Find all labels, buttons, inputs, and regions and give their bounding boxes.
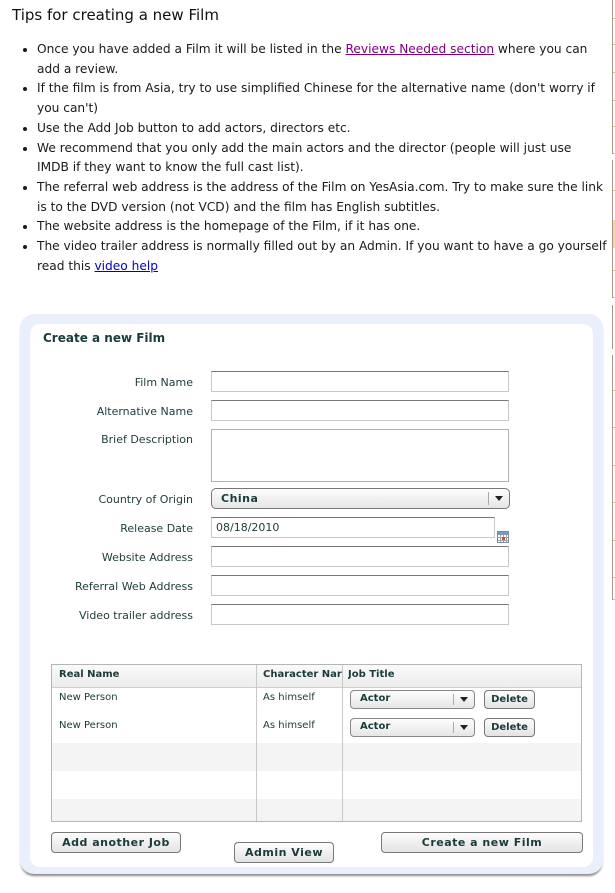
tips-list xyxy=(20,40,607,276)
referral-web-address-input[interactable] xyxy=(211,575,509,596)
empty-row xyxy=(52,771,581,799)
delete-job-button[interactable]: Delete xyxy=(484,690,535,709)
table-row xyxy=(52,687,581,715)
tip-text: where you can add a review. xyxy=(37,42,588,76)
website-address-label: Website Address xyxy=(101,551,193,564)
create-new-film-button[interactable]: Create a new Film xyxy=(381,832,583,853)
tip-item: • If the film is from Asia, try to use simplified Chinese for the alternative name (don't worry if you can't) xyxy=(37,79,607,118)
job-title-value: Actor xyxy=(360,693,391,704)
chevron-down-icon[interactable] xyxy=(495,496,503,501)
country-of-origin-select[interactable] xyxy=(211,488,510,509)
brief-description-input[interactable] xyxy=(211,429,509,482)
delete-job-button[interactable]: Delete xyxy=(484,718,535,737)
video-help-link[interactable]: video help xyxy=(94,258,158,273)
tip-item: • The referral web address is the address of the Film on YesAsia.com. Try to make sure the link is to the DVD version (not VCD) and the film has English subtitles. xyxy=(37,178,607,217)
jobs-grid-header xyxy=(52,665,581,688)
chevron-down-icon[interactable] xyxy=(460,697,468,702)
real-name-cell[interactable]: New Person xyxy=(59,692,118,703)
job-title-value: Actor xyxy=(360,721,391,732)
select-divider xyxy=(453,722,454,733)
job-title-select[interactable] xyxy=(350,718,475,737)
form-title: Create a new Film xyxy=(43,331,166,345)
tip-item: • We recommend that you only add the main actors and the director (people will just use IMDB if they want to know the full cast list). xyxy=(37,139,607,178)
empty-row xyxy=(52,743,581,771)
chevron-down-icon[interactable] xyxy=(460,725,468,730)
add-another-job-button[interactable]: Add another Job xyxy=(51,832,181,853)
tip-item: • The website address is the homepage of the Film, if it has one. xyxy=(37,217,607,237)
tip-item xyxy=(37,40,607,79)
website-address-input[interactable] xyxy=(211,546,509,567)
column-header-real-name[interactable]: Real Name xyxy=(59,669,120,680)
column-header-job-title[interactable]: Job Title xyxy=(348,669,395,680)
admin-view-button[interactable]: Admin View xyxy=(234,842,334,863)
page-title: Tips for creating a new Film xyxy=(12,6,219,24)
select-divider xyxy=(453,694,454,705)
calendar-icon[interactable] xyxy=(497,531,509,543)
release-date-input[interactable] xyxy=(211,517,495,538)
release-date-label: Release Date xyxy=(120,522,193,535)
empty-row xyxy=(52,799,581,822)
referral-web-address-label: Referral Web Address xyxy=(75,580,193,593)
alternative-name-input[interactable] xyxy=(211,400,509,421)
column-header-character-name[interactable]: Character Nar xyxy=(263,669,342,680)
reviews-needed-link[interactable]: Reviews Needed section xyxy=(345,42,495,56)
tip-text: The video trailer address is normally filled out by an Admin. If you want to have a go yourself read this xyxy=(37,239,607,273)
jobs-grid xyxy=(51,664,582,822)
table-row xyxy=(52,715,581,743)
film-name-input[interactable] xyxy=(211,371,509,392)
create-film-panel xyxy=(20,314,603,874)
job-title-select[interactable] xyxy=(350,690,475,709)
brief-description-label: Brief Description xyxy=(101,433,193,446)
film-name-label: Film Name xyxy=(134,376,193,389)
select-divider xyxy=(488,492,489,505)
alternative-name-label: Alternative Name xyxy=(96,405,193,418)
create-film-form xyxy=(30,324,593,867)
character-name-cell[interactable]: As himself xyxy=(263,692,315,703)
tip-item xyxy=(37,237,607,276)
video-trailer-address-input[interactable] xyxy=(211,604,509,625)
country-of-origin-value: China xyxy=(221,492,259,505)
character-name-cell[interactable]: As himself xyxy=(263,720,315,731)
column-divider xyxy=(342,665,343,821)
video-trailer-address-label: Video trailer address xyxy=(78,609,193,622)
real-name-cell[interactable]: New Person xyxy=(59,720,118,731)
tip-text: Once you have added a Film it will be listed in the xyxy=(37,42,346,56)
column-divider xyxy=(256,665,257,821)
tip-item: • Use the Add Job button to add actors, directors etc. xyxy=(37,119,607,139)
country-of-origin-label: Country of Origin xyxy=(98,493,193,506)
